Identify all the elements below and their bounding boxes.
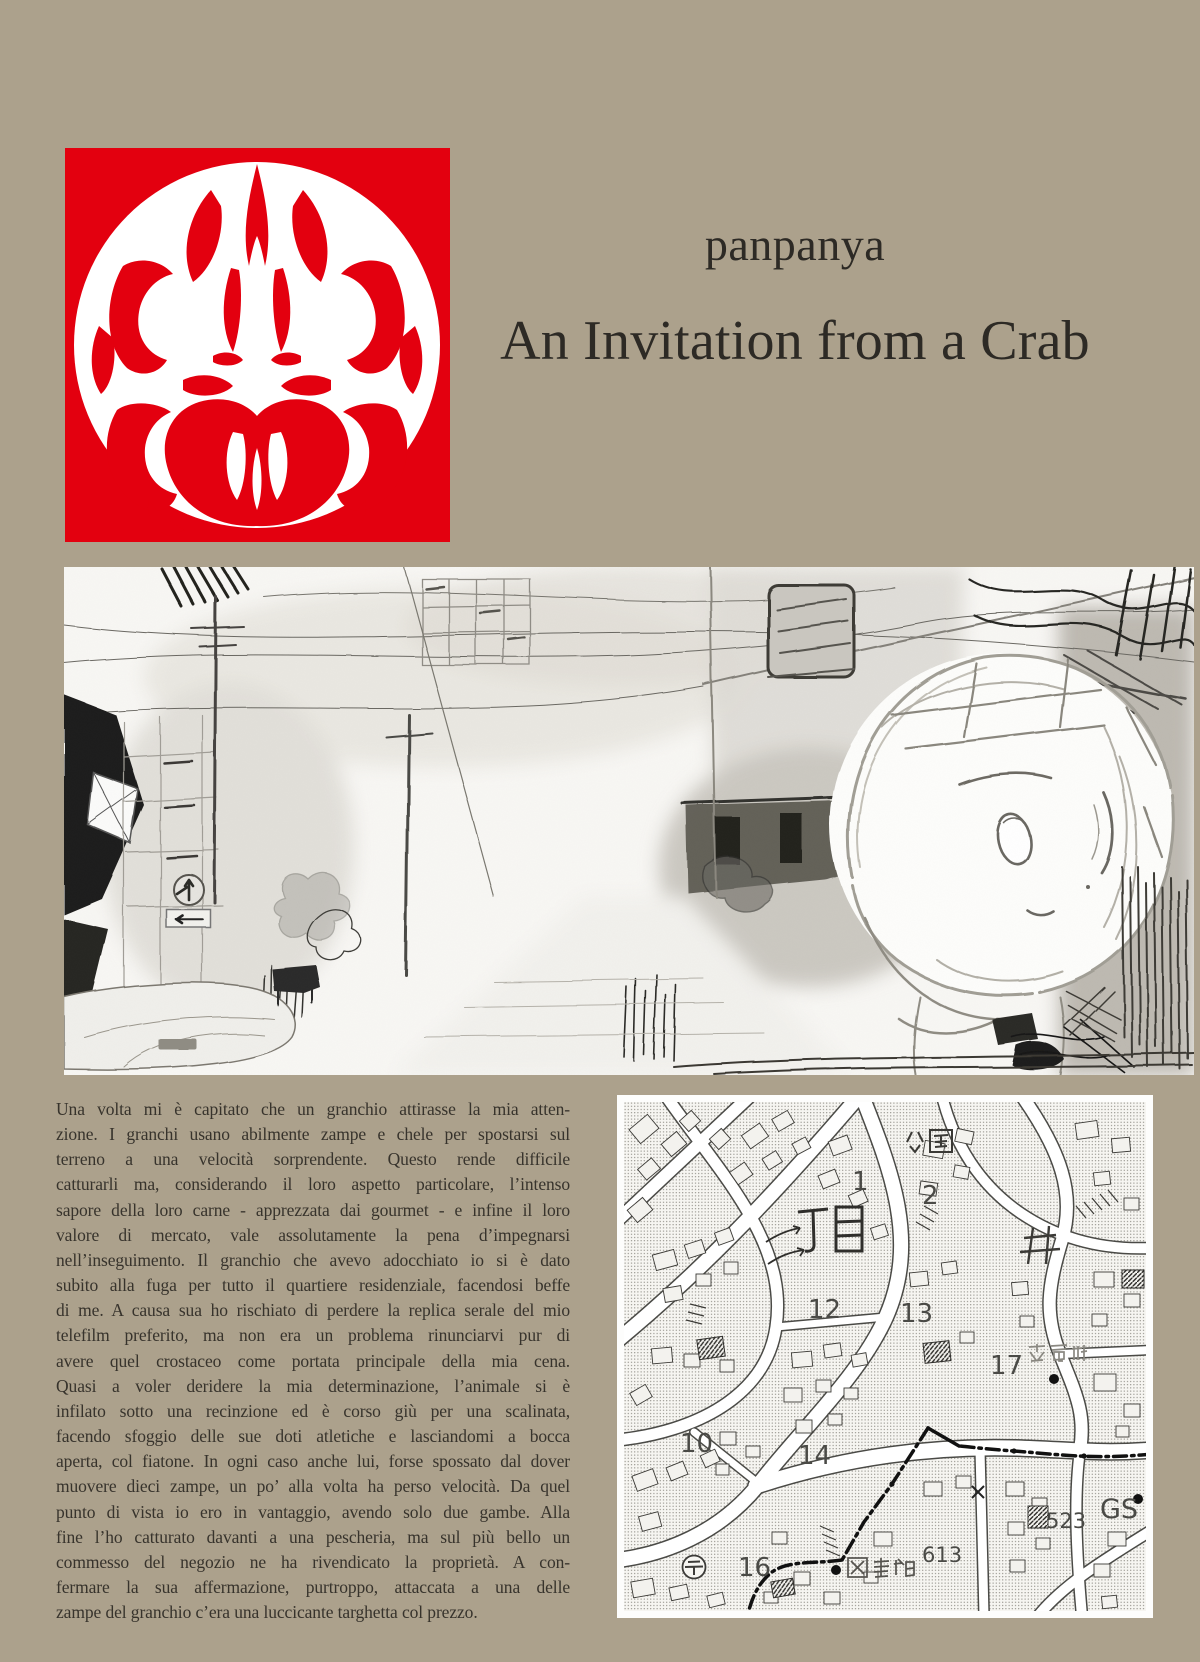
substation-dot — [1049, 1374, 1059, 1384]
block-number-13: 13 — [900, 1299, 934, 1329]
text-line: aperta, col fiatone. In ogni caso anche lui, forse spossato dal dover — [56, 1451, 570, 1472]
text-line: avere quel crostaceo come portata principale della mia cena. — [56, 1350, 570, 1371]
street-sketch-canvas — [64, 567, 1194, 1075]
block-number-14: 14 — [798, 1441, 832, 1471]
block-number-12: 12 — [808, 1295, 842, 1325]
town-map-canvas — [624, 1102, 1146, 1611]
author-name: panpanya — [704, 219, 886, 270]
text-line: catturarli ma, considerando il loro aspetto particolare, l’intenso — [56, 1174, 570, 1195]
text-line: nell’inseguimento. Il granchio che avevo adocchiato io si è dato — [56, 1249, 570, 1270]
text-line: fermare la sua affermazione, purtroppo, attaccata a una delle — [56, 1576, 570, 1597]
text-line: infilato sotto una recinzione ed è corso giù per una scalinata, — [56, 1400, 570, 1421]
town-map — [617, 1095, 1153, 1618]
text-line: Una volta mi è capitato che un granchio attirasse la mia atten- — [56, 1099, 570, 1119]
text-line: zampe del granchio c’era una luccicante targhetta col prezzo. — [56, 1602, 478, 1623]
street-sketch-illustration — [64, 567, 1194, 1075]
text-line: telefilm preferito, ma non era un problema rinunciarvi pur di — [56, 1325, 570, 1346]
text-line: terreno a una velocità sorprendente. Questo rende difficile — [56, 1149, 570, 1170]
book-title: An Invitation from a Crab — [500, 310, 1090, 372]
lot-number-523: 523 — [1046, 1509, 1087, 1533]
text-line: sapore della loro carne - apprezzata dai gourmet - e infine il loro — [56, 1199, 570, 1220]
post-office-icon — [683, 1556, 706, 1579]
text-line: facendo sfoggio delle sue doti atletiche e lasciandomi a bocca — [56, 1426, 570, 1447]
block-number-17: 17 — [990, 1351, 1024, 1381]
lot-number-613: 613 — [922, 1543, 963, 1567]
block-number-10: 10 — [680, 1429, 714, 1459]
gas-station-label: GS — [1100, 1494, 1139, 1525]
text-line: muovere dieci zampe, un po’ alla volta ha perso velocità. Da quel — [56, 1476, 570, 1497]
text-line: punto di vista io ero in vantaggio, avendo solo due gambe. Alla — [56, 1501, 570, 1522]
publisher-logo — [65, 148, 450, 542]
block-number-1: 1 — [852, 1167, 869, 1197]
crest-icon — [65, 148, 450, 542]
story-paragraph — [56, 1097, 570, 1625]
text-line: subito alla fuga per tutto il quartiere residenziale, facendosi beffe — [56, 1275, 570, 1296]
text-line: Quasi a voler deridere la mia determinazione, l’animale si è — [56, 1375, 570, 1396]
text-line: zione. I granchi usano abilmente zampe e chele per spostarsi sul — [56, 1124, 570, 1145]
text-line: valore di mercato, vale assolutamente la pena d’impegnarsi — [56, 1224, 570, 1245]
text-line: di me. A causa sua ho rischiato di perdere la replica serale del mio — [56, 1300, 570, 1321]
text-line: fine l’ho catturato davanti a una pescheria, ma sul più bello un — [56, 1526, 570, 1547]
park-block-number: 2 — [922, 1181, 939, 1211]
library-dot — [831, 1565, 841, 1575]
block-number-16: 16 — [738, 1553, 772, 1583]
masthead — [450, 219, 1140, 372]
text-line: commesso del negozio ne ha rivendicato la proprietà. A con- — [56, 1551, 570, 1572]
